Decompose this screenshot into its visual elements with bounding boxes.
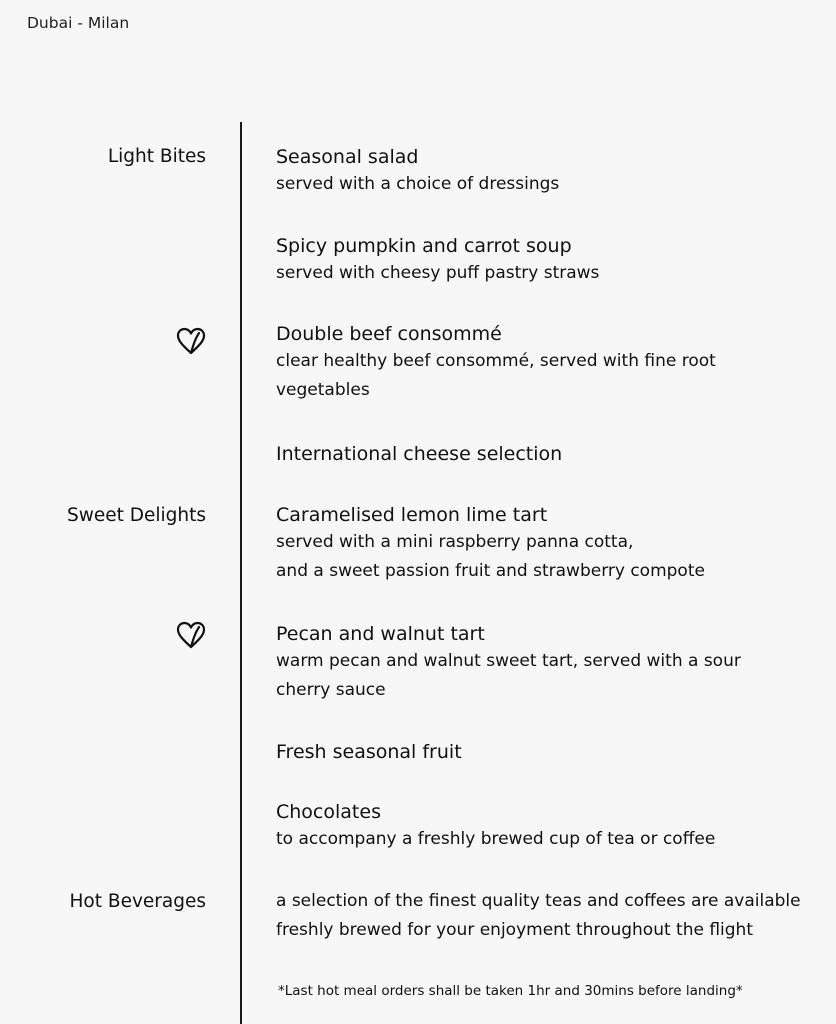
dish-title: Seasonal salad: [276, 146, 419, 168]
dish-description-line: and a sweet passion fruit and strawberry compote: [276, 561, 705, 581]
heart-icon: [175, 620, 207, 650]
menu-item-seasonal-salad: [276, 144, 816, 199]
dish-title: Chocolates: [276, 801, 381, 823]
menu-item-chocolates: [276, 799, 816, 854]
dish-description-line: served with a mini raspberry panna cotta,: [276, 532, 634, 552]
route-label: Dubai - Milan: [27, 14, 130, 32]
dish-title: Fresh seasonal fruit: [276, 741, 462, 763]
dish-description: to accompany a freshly brewed cup of tea or coffee: [276, 829, 716, 849]
dish-description: clear healthy beef consommé, served with fine root vegetables: [276, 351, 716, 400]
footnote: *Last hot meal orders shall be taken 1hr and 30mins before landing*: [278, 983, 743, 999]
dish-title: Pecan and walnut tart: [276, 623, 485, 645]
dish-title: International cheese selection: [276, 443, 563, 465]
beverages-line: a selection of the finest quality teas and coffees are available: [276, 891, 801, 911]
dish-title: Caramelised lemon lime tart: [276, 504, 548, 526]
dish-description: served with cheesy puff pastry straws: [276, 263, 600, 283]
menu-item-lemon-lime-tart: [276, 502, 816, 586]
menu-item-pumpkin-soup: [276, 233, 816, 288]
heart-icon: [175, 326, 207, 356]
dish-description: served with a choice of dressings: [276, 174, 560, 194]
section-sweet-delights: Sweet Delights: [66, 505, 206, 526]
column-divider: [240, 122, 242, 1024]
menu-item-beef-consomme: [276, 321, 746, 405]
beverages-description: [276, 887, 816, 945]
section-hot-beverages: Hot Beverages: [69, 891, 206, 912]
menu-item-pecan-walnut-tart: [276, 621, 766, 705]
dish-description: warm pecan and walnut sweet tart, served with a sour cherry sauce: [276, 651, 741, 700]
dish-title: Double beef consommé: [276, 323, 502, 345]
menu-item-fresh-fruit: [276, 739, 816, 765]
beverages-line: freshly brewed for your enjoyment throughout the flight: [276, 920, 753, 940]
section-light-bites: Light Bites: [107, 146, 206, 167]
dish-title: Spicy pumpkin and carrot soup: [276, 235, 572, 257]
menu-item-cheese-selection: [276, 441, 816, 467]
